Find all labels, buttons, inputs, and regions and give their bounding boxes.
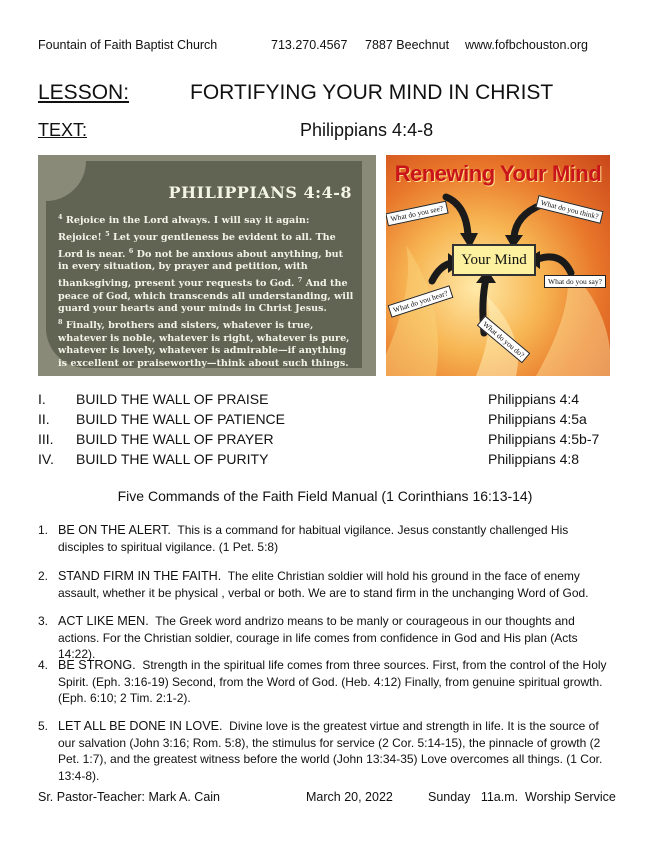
point-numeral: IV. (38, 451, 54, 467)
command-number: 4. (38, 658, 49, 672)
command-number: 3. (38, 614, 49, 628)
command-number: 1. (38, 523, 49, 537)
command-heading: ACT LIKE MEN. (58, 614, 149, 628)
point-numeral: I. (38, 391, 46, 407)
point-ref: Philippians 4:5b-7 (488, 431, 600, 447)
label-do: What do you do? (477, 315, 531, 363)
arrow-think (514, 205, 541, 237)
point-numeral: II. (38, 411, 50, 427)
footer-date: March 20, 2022 (306, 790, 393, 804)
footer-pastor: Sr. Pastor-Teacher: Mark A. Cain (38, 790, 221, 804)
command-item (38, 568, 612, 601)
point-ref: Philippians 4:5a (488, 411, 587, 427)
church-website[interactable]: www.fofbchouston.org (465, 38, 588, 52)
verse-text: Finally, brothers and sisters, whatever is true, whatever is noble, whatever is right, whatever is pure, whatever is lovely, whatever is admirable—if anything is excellent or praiseworthy—think about such things. (58, 320, 350, 369)
verse-number: 6 (128, 246, 134, 255)
command-body: The elite Christian soldier will hold his ground in the face of enemy assault, whether it be physical , verbal or both. We are to stand firm in the unchanging Word of God. (58, 569, 589, 600)
church-name: Fountain of Faith Baptist Church (38, 38, 218, 52)
point-text: BUILD THE WALL OF PATIENCE (76, 411, 286, 427)
command-body: Divine love is the greatest virtue and strength in life. It is the source of our salvation (John 3:16; Rom. 5:8), the stimulus for service (2 Cor. 5:14-15), the pinnacle of growth (2 Pet. 1:7), and the greatest witness before the world (John 13:34-35) Love overcomes all things. (1 Cor. 13:4-8). (58, 719, 603, 783)
verse-number: 4 (58, 213, 63, 221)
command-item (38, 522, 612, 555)
label-say: What do you say? (544, 275, 606, 288)
scripture-body (58, 211, 354, 370)
command-heading: BE STRONG. (58, 658, 136, 672)
command-body: The Greek word andrizo means to be manly or courageous in our thoughts and actions. For the Christian soldier, courage in life comes from confidence in God and His plan (Acts 14:22). (58, 614, 578, 661)
verse-text: Rejoice in the Lord always. I will say it again: Rejoice! (58, 215, 310, 243)
label-hear: What do you hear? (388, 285, 454, 317)
renewing-mind-graphic (386, 155, 610, 376)
verse-text: And the peace of God, which transcends all understanding, will guard your hearts and your minds in Christ Jesus. (58, 278, 354, 315)
scripture-panel (38, 155, 376, 376)
verse-number: 8 (58, 317, 63, 326)
command-item (38, 718, 612, 784)
command-item (38, 657, 612, 707)
command-body: This is a command for habitual vigilance. Jesus constantly challenged His disciples to spiritual vigilance. (1 Pet. 5:8) (58, 523, 569, 554)
verse-text: Let your gentleness be evident to all. The Lord is near. (58, 231, 336, 260)
graphic-title: Renewing Your Mind (394, 161, 602, 186)
church-address: 7887 Beechnut (365, 38, 450, 52)
arrow-say (538, 257, 571, 273)
command-heading: STAND FIRM IN THE FAITH. (58, 569, 222, 583)
manual-title: Five Commands of the Faith Field Manual (1 Corinthians 16:13-14) (117, 488, 533, 504)
point-ref: Philippians 4:8 (488, 451, 580, 467)
text-passage: Philippians 4:4-8 (300, 120, 434, 140)
point-numeral: III. (38, 431, 54, 447)
command-number: 5. (38, 719, 49, 733)
text-label: TEXT: (38, 120, 88, 140)
command-heading: BE ON THE ALERT. (58, 523, 171, 537)
lesson-title: FORTIFYING YOUR MIND IN CHRIST (190, 81, 554, 104)
point-ref: Philippians 4:4 (488, 391, 580, 407)
footer-service: Sunday 11a.m. Worship Service (428, 790, 616, 804)
arrow-see (446, 197, 468, 235)
your-mind-center: Your Mind (452, 244, 536, 276)
verse-text: Do not be anxious about anything, but in every situation, by prayer and petition, with thanksgiving, present your requests to God. (58, 248, 344, 290)
point-text: BUILD THE WALL OF PURITY (76, 451, 269, 467)
label-see: What do you see? (386, 201, 448, 227)
scripture-card (46, 161, 362, 368)
label-think: What do you think? (535, 195, 604, 224)
verse-number: 7 (297, 275, 303, 284)
scripture-reference: PHILIPPIANS 4:4-8 (168, 183, 352, 202)
point-text: BUILD THE WALL OF PRAISE (76, 391, 269, 407)
command-item (38, 613, 612, 663)
point-text: BUILD THE WALL OF PRAYER (76, 431, 274, 447)
verse-number: 5 (105, 229, 110, 238)
command-heading: LET ALL BE DONE IN LOVE. (58, 719, 223, 733)
command-number: 2. (38, 569, 49, 583)
lesson-label: LESSON: (38, 81, 130, 104)
church-phone: 713.270.4567 (271, 38, 348, 52)
command-body: Strength in the spiritual life comes from three sources. First, from the control of the Holy Spirit. (Eph. 3:16-19) Second, from the Word of God. (Heb. 4:12) Finally, from genuine spiritual growth. (Eph. 6:10; 2 Tim. 2:1-2). (58, 658, 607, 705)
